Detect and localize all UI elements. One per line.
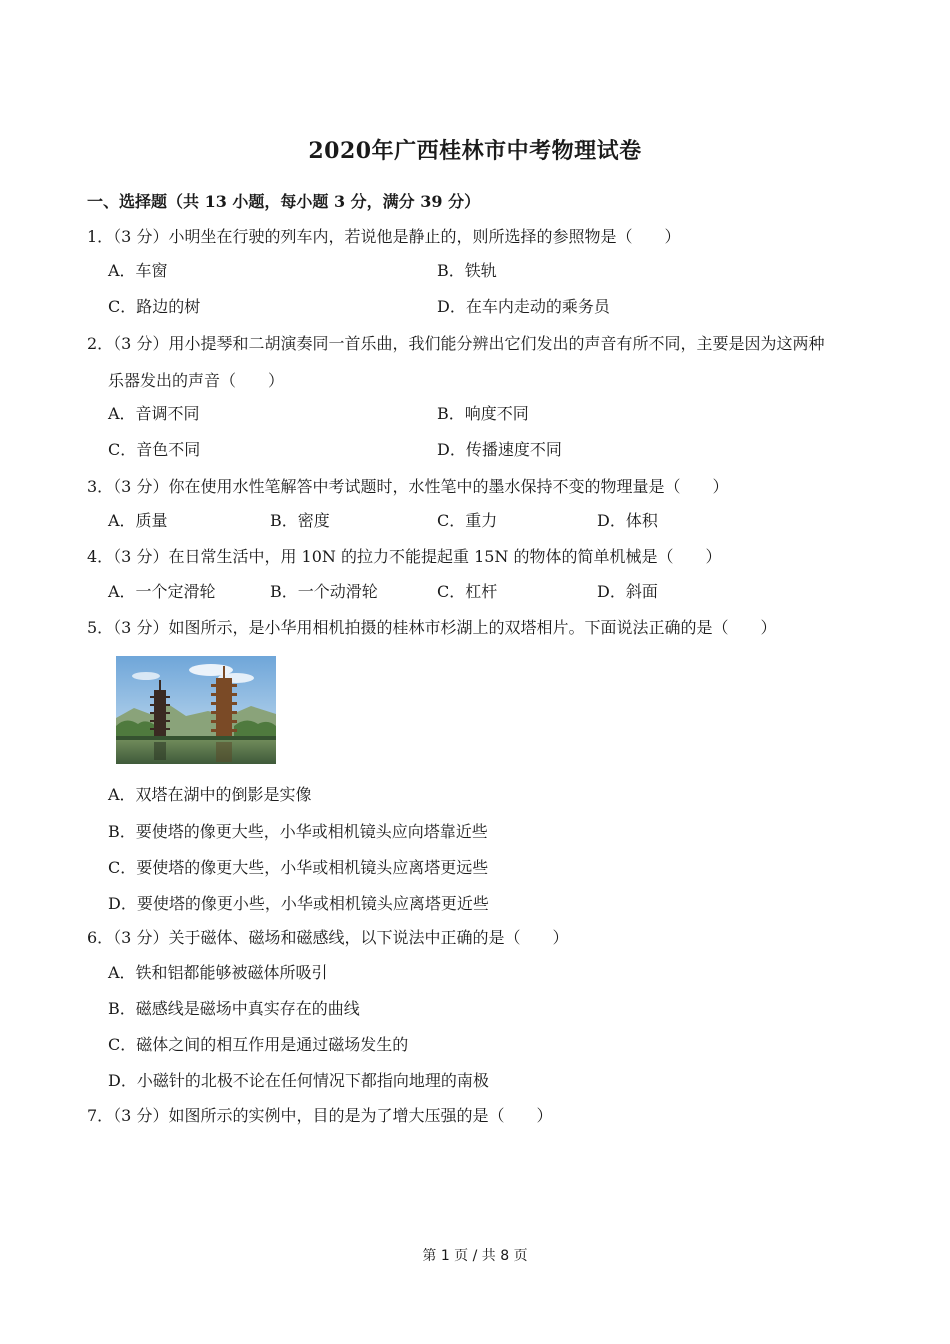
- question-4-option-a: A．一个定滑轮: [108, 582, 216, 601]
- question-1-option-c: C．路边的树: [108, 297, 201, 316]
- question-3-option-b: B．密度: [270, 511, 330, 530]
- question-1-option-d: D．在车内走动的乘务员: [437, 297, 610, 316]
- question-2-option-a: A．音调不同: [108, 404, 200, 423]
- question-3-option-c: C．重力: [437, 511, 498, 530]
- question-2-option-d: D．传播速度不同: [437, 440, 562, 459]
- question-3-option-d: D．体积: [597, 511, 658, 530]
- question-5-stem: 5．（3 分）如图所示，是小华用相机拍摄的桂林市杉湖上的双塔相片。下面说法正确的是（ ）: [87, 618, 777, 637]
- question-5-option-d: D．要使塔的像更小些，小华或相机镜头应离塔更近些: [108, 894, 489, 913]
- question-2-option-b: B．响度不同: [437, 404, 529, 423]
- question-1-stem: 1．（3 分）小明坐在行驶的列车内，若说他是静止的，则所选择的参照物是（ ）: [87, 227, 681, 246]
- question-5-option-a: A．双塔在湖中的倒影是实像: [108, 785, 312, 804]
- question-5-option-c: C．要使塔的像更大些，小华或相机镜头应离塔更远些: [108, 858, 489, 877]
- question-6-option-a: A．铁和铝都能够被磁体所吸引: [108, 963, 328, 982]
- question-6-option-b: B．磁感线是磁场中真实存在的曲线: [108, 999, 360, 1018]
- section-heading: 一、选择题（共 13 小题，每小题 3 分，满分 39 分）: [87, 192, 481, 211]
- page-footer: 第 1 页 / 共 8 页: [422, 1248, 528, 1264]
- question-6-option-d: D．小磁针的北极不论在任何情况下都指向地理的南极: [108, 1071, 489, 1090]
- question-1-option-b: B．铁轨: [437, 261, 497, 280]
- question-2-stem-line1: 2．（3 分）用小提琴和二胡演奏同一首乐曲，我们能分辨出它们发出的声音有所不同，主要是因为这两种: [87, 334, 825, 353]
- question-7-stem: 7．（3 分）如图所示的实例中，目的是为了增大压强的是（ ）: [87, 1106, 553, 1125]
- page-title: 2020年广西桂林市中考物理试卷: [308, 138, 642, 164]
- question-1-option-a: A．车窗: [108, 261, 168, 280]
- question-4-option-d: D．斜面: [597, 582, 658, 601]
- question-4-option-b: B．一个动滑轮: [270, 582, 378, 601]
- question-6-stem: 6．（3 分）关于磁体、磁场和磁感线，以下说法中正确的是（ ）: [87, 928, 569, 947]
- question-6-option-c: C．磁体之间的相互作用是通过磁场发生的: [108, 1035, 409, 1054]
- question-2-stem-line2: 乐器发出的声音（ ）: [108, 371, 285, 390]
- question-4-stem: 4．（3 分）在日常生活中，用 10N 的拉力不能提起重 15N 的物体的简单机械是（ ）: [87, 547, 722, 566]
- question-2-option-c: C．音色不同: [108, 440, 201, 459]
- twin-pagodas-photo: [116, 656, 276, 764]
- question-5-option-b: B．要使塔的像更大些，小华或相机镜头应向塔靠近些: [108, 822, 488, 841]
- question-3-option-a: A．质量: [108, 511, 168, 530]
- question-3-stem: 3．（3 分）你在使用水性笔解答中考试题时，水性笔中的墨水保持不变的物理量是（ ）: [87, 477, 729, 496]
- question-4-option-c: C．杠杆: [437, 582, 498, 601]
